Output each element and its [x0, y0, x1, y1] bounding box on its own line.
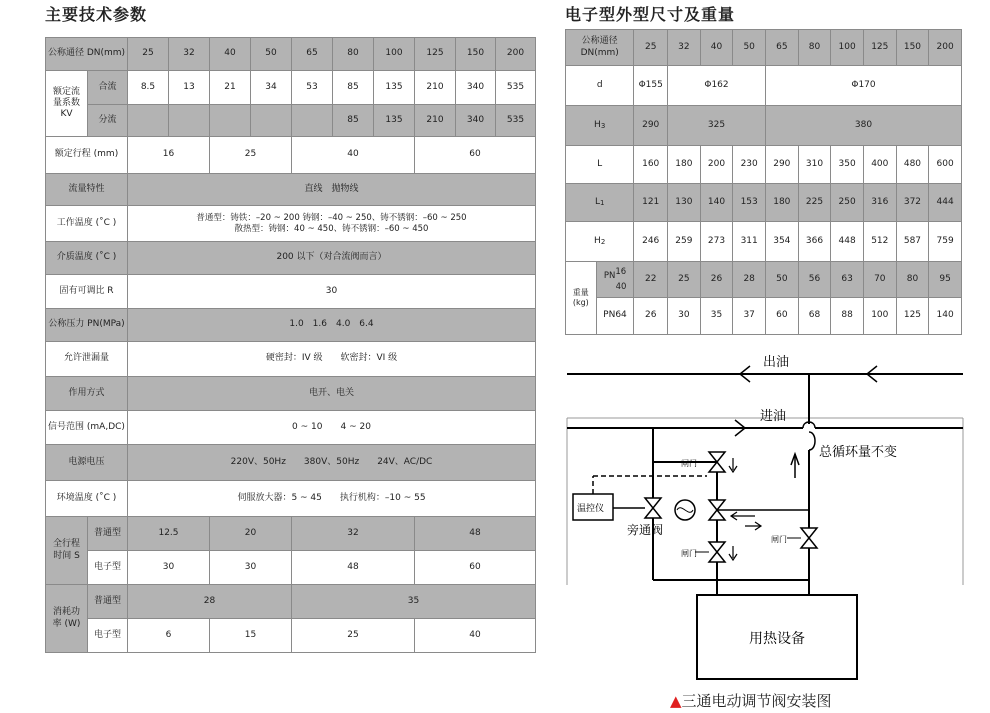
pn-b-cell: 26: [634, 298, 668, 335]
kv-cell: 135: [374, 71, 415, 105]
pn-b-cell: 68: [798, 298, 831, 335]
dn-cell: 25: [128, 38, 169, 71]
l1-cell: 444: [929, 184, 962, 222]
work-temp-line1: 普通型：铸铁：–20 ~ 200 铸钢：–40 ~ 250、铸不锈钢：–60 ~ 250: [196, 212, 467, 223]
dims-dn-cell: 50: [733, 30, 766, 66]
dims-dn-cell: 80: [798, 30, 831, 66]
env-value: 伺服放大器：5 ~ 45 执行机构：–10 ~ 55: [128, 481, 536, 517]
gate-valve-icon: [709, 542, 725, 562]
kv-cell: [128, 105, 169, 137]
full-time-label: 全行程时间 S: [46, 517, 88, 585]
full-time-cell: 48: [292, 551, 415, 585]
diagram-caption: [670, 690, 832, 711]
action-label: 作用方式: [46, 377, 128, 411]
consumption-cell: 15: [210, 619, 292, 653]
medium-temp-label: 介质温度 (˚C ): [46, 242, 128, 275]
l1-text: L: [594, 196, 600, 207]
l1-cell: 121: [634, 184, 668, 222]
dims-dn-cell: 100: [831, 30, 864, 66]
l1-sub: 1: [599, 198, 605, 207]
flow-char-value: 直线 抛物线: [128, 174, 536, 206]
h2-text: H: [594, 235, 601, 246]
pipe-crossover: [809, 432, 815, 450]
right-title: 电子型外型尺寸及重量: [565, 5, 736, 24]
consumption-cell: 28: [128, 585, 292, 619]
bypass-valve-icon: [645, 498, 661, 518]
full-time-cell: 30: [128, 551, 210, 585]
dims-dn-cell: 150: [896, 30, 929, 66]
h3-label: [566, 106, 634, 146]
out-oil-label: 出油: [763, 355, 790, 370]
h2-cell: 587: [896, 222, 929, 262]
kv-cell: 53: [292, 71, 333, 105]
stroke-cell: 60: [415, 137, 536, 174]
dn-cell: 32: [169, 38, 210, 71]
l1-cell: 180: [766, 184, 799, 222]
kv-cell: 210: [415, 71, 456, 105]
kv-cell: 210: [415, 105, 456, 137]
kv-cell: 8.5: [128, 71, 169, 105]
h3-cell: 290: [634, 106, 668, 146]
leak-label: 允许泄漏量: [46, 342, 128, 377]
stroke-label: 额定行程 (mm): [46, 137, 128, 174]
pn-a-cell: 95: [929, 262, 962, 298]
dims-dn-cell: 25: [634, 30, 668, 66]
signal-value: 0 ~ 10 4 ~ 20: [128, 411, 536, 445]
l-cell: 600: [929, 146, 962, 184]
left-arrow-icon: [731, 512, 755, 520]
pn-a-cell: 26: [700, 262, 733, 298]
dims-dn-cell: 125: [863, 30, 896, 66]
action-value: 电开、电关: [128, 377, 536, 411]
l-cell: 480: [896, 146, 929, 184]
l1-cell: 225: [798, 184, 831, 222]
left-title: 主要技术参数: [45, 5, 148, 24]
kv-cell: 535: [496, 71, 536, 105]
consumption-cell: 6: [128, 619, 210, 653]
power-value: 220V、50Hz 380V、50Hz 24V、AC/DC: [128, 445, 536, 481]
stroke-cell: 16: [128, 137, 210, 174]
full-time-cell: 32: [292, 517, 415, 551]
pn-b-cell: 37: [733, 298, 766, 335]
env-label: 环境温度 (˚C ): [46, 481, 128, 517]
ratio-value: 30: [128, 275, 536, 309]
dn-cell: 125: [415, 38, 456, 71]
flow-char-label: 流量特性: [46, 174, 128, 206]
pn-a-cell: 50: [766, 262, 799, 298]
pn-a-num1: 16: [615, 266, 627, 277]
kv-cell: [292, 105, 333, 137]
pn-a-cell: 63: [831, 262, 864, 298]
kv-cell: 85: [333, 71, 374, 105]
l-cell: 350: [831, 146, 864, 184]
l-cell: 200: [700, 146, 733, 184]
h3-sub: 3: [600, 121, 606, 130]
l1-cell: 140: [700, 184, 733, 222]
kv-label: 额定流量系数 KV: [46, 71, 88, 137]
in-oil-label: 进油: [760, 409, 787, 424]
kv-split-label: 分流: [88, 105, 128, 137]
pn-a-cell: 28: [733, 262, 766, 298]
dn-cell: 65: [292, 38, 333, 71]
kv-cell: 13: [169, 71, 210, 105]
h2-sub: 2: [600, 237, 606, 246]
caption-text: 三通电动调节阀安装图: [681, 692, 832, 710]
dims-dn-cell: 65: [766, 30, 799, 66]
dn-cell: 200: [496, 38, 536, 71]
h2-cell: 448: [831, 222, 864, 262]
h2-cell: 366: [798, 222, 831, 262]
weight-label: 重量 (kg): [566, 262, 597, 335]
dn-cell: 40: [210, 38, 251, 71]
l-cell: 230: [733, 146, 766, 184]
consumption-cell: 40: [415, 619, 536, 653]
dims-dn-cell: 40: [700, 30, 733, 66]
kv-cell: 21: [210, 71, 251, 105]
power-label: 电源电压: [46, 445, 128, 481]
h2-cell: 311: [733, 222, 766, 262]
d-cell: Φ170: [766, 66, 962, 106]
l-cell: 310: [798, 146, 831, 184]
h2-cell: 759: [929, 222, 962, 262]
ratio-label: 固有可调比 R: [46, 275, 128, 309]
full-time-cell: 60: [415, 551, 536, 585]
tech-params-table: [45, 37, 536, 653]
kv-cell: 135: [374, 105, 415, 137]
medium-temp-value: 200 以下（对合流阀而言）: [128, 242, 536, 275]
dn-cell: 100: [374, 38, 415, 71]
gate-valve-icon: [801, 528, 817, 548]
pn-b-cell: 88: [831, 298, 864, 335]
gate-label: 闸门: [681, 549, 697, 558]
temp-controller-label: 温控仪: [577, 504, 605, 514]
pressure-value: 1.0 1.6 4.0 6.4: [128, 309, 536, 342]
l-cell: 290: [766, 146, 799, 184]
pressure-label: 公称压力 PN(MPa): [46, 309, 128, 342]
l1-cell: 153: [733, 184, 766, 222]
gate-label: 闸门: [771, 535, 787, 544]
dn-label: 公称通径 DN(mm): [46, 38, 128, 71]
l1-cell: 130: [668, 184, 701, 222]
kv-cell: [169, 105, 210, 137]
h3-text: H: [594, 119, 601, 130]
h2-cell: 273: [700, 222, 733, 262]
pn-a-text: PN: [603, 270, 616, 281]
leak-value: 硬密封：IV 级 软密封：VI 级: [128, 342, 536, 377]
pn-b-cell: 60: [766, 298, 799, 335]
kv-cell: [210, 105, 251, 137]
full-time-cell: 12.5: [128, 517, 210, 551]
l1-cell: 316: [863, 184, 896, 222]
full-time-cell: 48: [415, 517, 536, 551]
kv-cell: 340: [456, 71, 496, 105]
kv-cell: [251, 105, 292, 137]
pn-a-cell: 80: [896, 262, 929, 298]
consumption-cell: 25: [292, 619, 415, 653]
kv-cell: 34: [251, 71, 292, 105]
total-flow-label: 总循环量不变: [819, 445, 898, 460]
h2-label: [566, 222, 634, 262]
h3-cell: 380: [766, 106, 962, 146]
pn-b-cell: 30: [668, 298, 701, 335]
pn-b-cell: 140: [929, 298, 962, 335]
pn-b-cell: 35: [700, 298, 733, 335]
d-cell: Φ162: [668, 66, 766, 106]
stroke-cell: 25: [210, 137, 292, 174]
d-label: d: [566, 66, 634, 106]
l-cell: 160: [634, 146, 668, 184]
electronic-label: 电子型: [88, 551, 128, 585]
pn-a-cell: 70: [863, 262, 896, 298]
electronic-label: 电子型: [88, 619, 128, 653]
dims-dn-label: 公称通径 DN(mm): [566, 30, 634, 66]
kv-merge-label: 合流: [88, 71, 128, 105]
pn-a-cell: 25: [668, 262, 701, 298]
pn-a-cell: 56: [798, 262, 831, 298]
full-time-cell: 20: [210, 517, 292, 551]
bypass-label: 旁通阀: [627, 523, 664, 537]
h3-cell: 325: [668, 106, 766, 146]
dn-cell: 150: [456, 38, 496, 71]
d-cell: Φ155: [634, 66, 668, 106]
dims-dn-cell: 200: [929, 30, 962, 66]
dn-cell: 50: [251, 38, 292, 71]
pn-b-cell: 125: [896, 298, 929, 335]
normal-label: 普通型: [88, 517, 128, 551]
work-temp-line2: 散热型：铸钢：40 ~ 450、铸不锈钢：–60 ~ 450: [234, 223, 429, 234]
l1-cell: 250: [831, 184, 864, 222]
down-arrow-icon: [729, 546, 737, 560]
pn-b-label: PN64: [596, 298, 634, 335]
stroke-cell: 40: [292, 137, 415, 174]
pn-a-cell: 22: [634, 262, 668, 298]
l1-label: [566, 184, 634, 222]
work-temp-label: 工作温度 (˚C ): [46, 206, 128, 242]
work-temp-value: [128, 206, 536, 242]
kv-cell: 535: [496, 105, 536, 137]
kv-cell: 85: [333, 105, 374, 137]
dn-cell: 80: [333, 38, 374, 71]
full-time-cell: 30: [210, 551, 292, 585]
consumption-cell: 35: [292, 585, 536, 619]
l-cell: 180: [668, 146, 701, 184]
dims-dn-cell: 32: [668, 30, 701, 66]
gate-label: 闸门: [681, 459, 697, 468]
l-label: L: [566, 146, 634, 184]
pn-a-label: [596, 262, 634, 298]
l1-cell: 372: [896, 184, 929, 222]
h2-cell: 246: [634, 222, 668, 262]
down-arrow-icon: [729, 458, 737, 472]
normal-label: 普通型: [88, 585, 128, 619]
right-arrow-icon: [745, 522, 761, 530]
consumption-label: 消耗功率 (W): [46, 585, 88, 653]
h2-cell: 354: [766, 222, 799, 262]
triangle-icon: ▲: [670, 692, 682, 710]
h2-cell: 259: [668, 222, 701, 262]
pn-b-cell: 100: [863, 298, 896, 335]
kv-cell: 340: [456, 105, 496, 137]
installation-diagram: [565, 350, 965, 710]
signal-label: 信号范围 (mA,DC): [46, 411, 128, 445]
h2-cell: 512: [863, 222, 896, 262]
pn-a-num2: 40: [615, 281, 627, 292]
l-cell: 400: [863, 146, 896, 184]
heat-equipment-label: 用热设备: [749, 631, 805, 647]
dims-table: [565, 29, 962, 335]
